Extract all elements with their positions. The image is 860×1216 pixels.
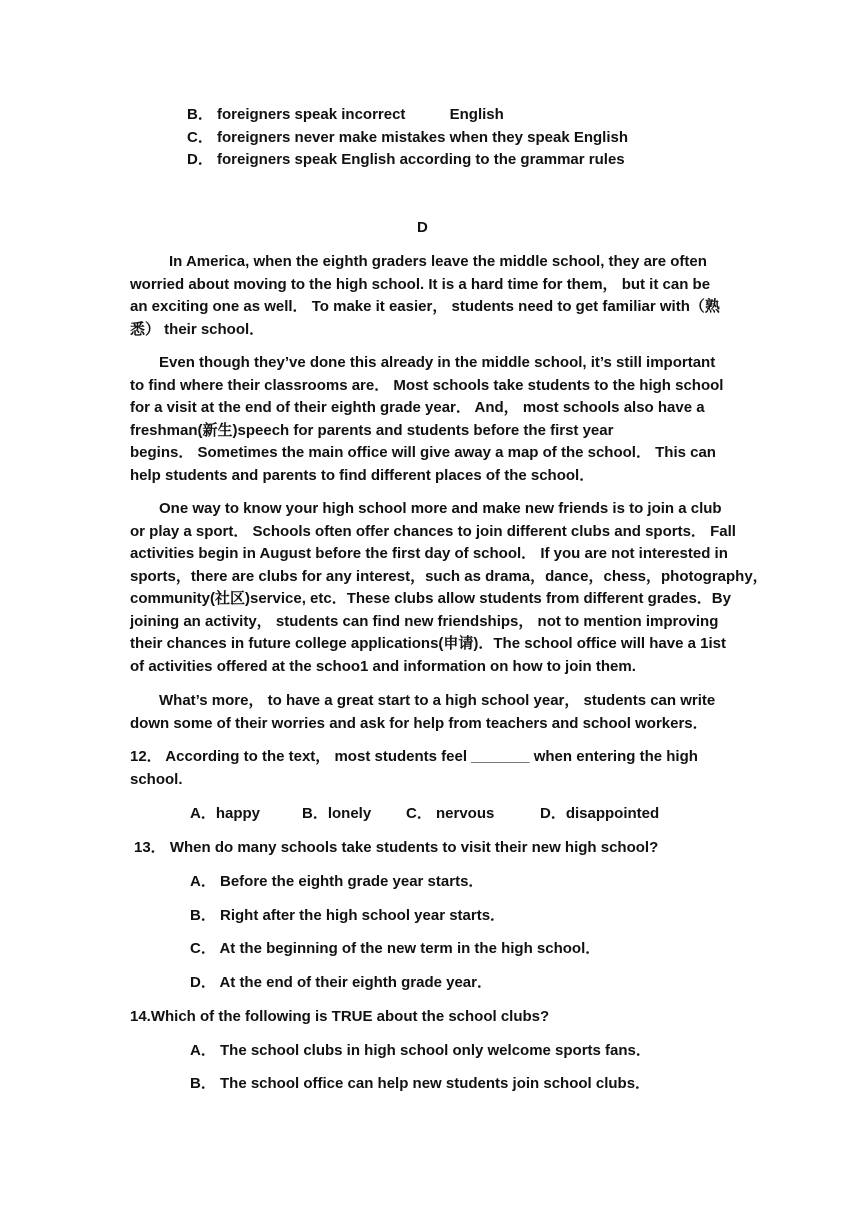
option-letter: D．	[187, 151, 213, 168]
option-letter: C．	[187, 129, 213, 146]
paragraph-line: their chances in future college applications(申请)．The school office will have a 1ist	[130, 635, 726, 652]
paragraph-line: to find where their classrooms are． Most schools take students to the high school	[130, 376, 724, 394]
passage-paragraph-1	[130, 251, 730, 341]
option-b-prev	[187, 104, 504, 127]
paragraph-line: What’s more， to have a great start to a high school year， students can write	[159, 692, 716, 709]
q13-option-c: C． At the beginning of the new term in the high school．	[190, 940, 601, 957]
q13-option-a: A． Before the eighth grade year starts．	[190, 873, 484, 890]
paragraph-line: begins． Sometimes the main office will give away a map of the school． This can	[130, 444, 716, 461]
question-13-stem: 13． When do many schools take students to visit their new high school?	[134, 839, 659, 856]
section-title: D	[417, 219, 428, 236]
paragraph-line: community(社区)service, etc．These clubs allow students from different grades．By	[130, 590, 731, 607]
paragraph-line: for a visit at the end of their eighth grade year． And， most schools also have a	[130, 399, 705, 416]
passage-paragraph-3	[130, 498, 768, 678]
paragraph-line: sports，there are clubs for any interest，such as drama，dance，chess，photography，	[130, 567, 768, 585]
paragraph-line: activities begin in August before the first day of school． If you are not interested in	[130, 545, 728, 562]
q12-option-c: C． nervous	[406, 805, 495, 822]
q14-option-a: A． The school clubs in high school only welcome sports fans．	[190, 1042, 651, 1059]
question-12-stem-continued: school.	[130, 771, 183, 788]
question-14-stem: 14.Which of the following is TRUE about the school clubs?	[130, 1008, 550, 1025]
question-12-stem: 12． According to the text， most students feel _______ when entering the high	[130, 748, 698, 765]
q12-option-b: B．lonely	[302, 805, 372, 822]
q12-option-d: D．disappointed	[540, 805, 660, 822]
passage-paragraph-4	[130, 690, 730, 735]
paragraph-line: Even though they’ve done this already in the middle school, it’s still important	[159, 354, 716, 371]
paragraph-line: worried about moving to the high school. It is a hard time for them， but it can be	[130, 275, 711, 293]
passage-paragraph-2	[130, 352, 730, 487]
paragraph-line: In America, when the eighth graders leave the middle school, they are often	[169, 253, 707, 270]
q13-option-b: B． Right after the high school year starts．	[190, 907, 506, 924]
paragraph-line: freshman(新生)speech for parents and students before the first year	[130, 421, 614, 439]
option-text: foreigners speak incorrect	[217, 106, 406, 123]
paragraph-line: joining an activity， students can find new friendships， not to mention improving	[130, 612, 719, 630]
paragraph-line: help students and parents to find different places of the school．	[130, 466, 595, 484]
option-text: foreigners never make mistakes when they speak English	[217, 129, 629, 146]
paragraph-line: 悉） their school．	[130, 320, 265, 338]
q13-option-d: D． At the end of their eighth grade year．	[190, 974, 492, 991]
option-letter: B．	[187, 106, 213, 123]
q12-option-a: A．happy	[190, 805, 261, 822]
option-text-continued: English	[449, 106, 504, 123]
option-c-prev	[187, 127, 628, 150]
option-text: foreigners speak English according to the grammar rules	[217, 151, 625, 168]
q14-option-b: B． The school office can help new students join school clubs．	[190, 1075, 651, 1092]
question-12-options	[190, 803, 659, 826]
paragraph-line: down some of their worries and ask for help from teachers and school workers．	[130, 714, 708, 732]
option-d-prev	[187, 149, 625, 172]
paragraph-line: or play a sport． Schools often offer chances to join different clubs and sports． Fall	[130, 522, 736, 540]
paragraph-line: of activities offered at the schoo1 and information on how to join them.	[130, 657, 636, 675]
paragraph-line: One way to know your high school more and make new friends is to join a club	[159, 500, 722, 517]
paragraph-line: an exciting one as well． To make it easier， students need to get familiar with（熟	[130, 298, 720, 315]
